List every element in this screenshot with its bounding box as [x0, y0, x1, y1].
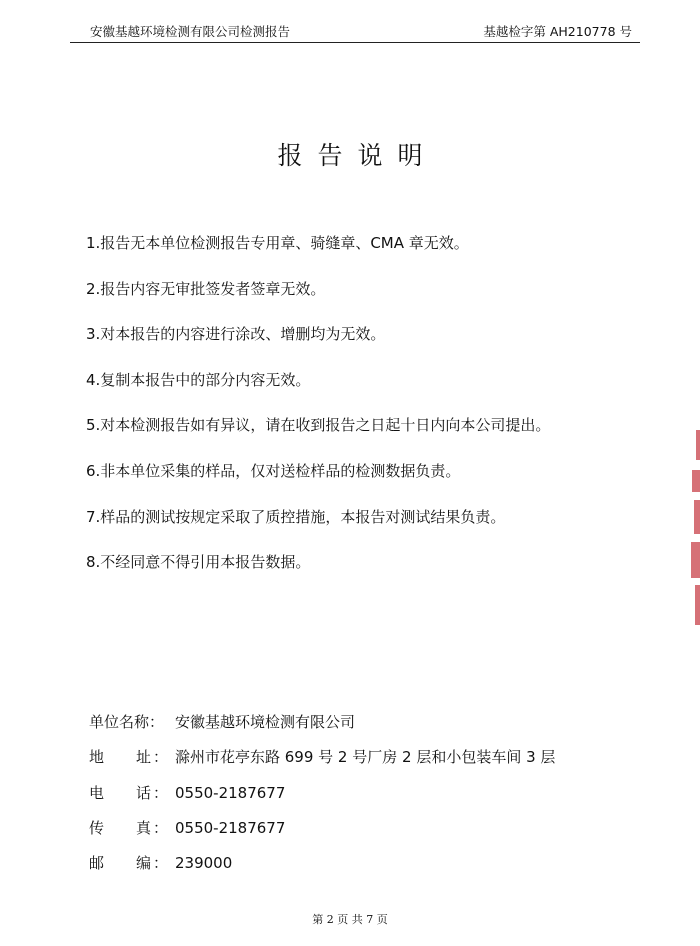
header-company: 安徽基越环境检测有限公司检测报告: [90, 24, 291, 39]
note-item: 4.复制本报告中的部分内容无效。: [86, 370, 311, 389]
fax-label-char: 真: [135, 818, 151, 837]
note-item: 7.样品的测试按规定采取了质控措施，本报告对测试结果负责。: [86, 507, 506, 526]
phone-label: [89, 783, 151, 803]
contact-row-postcode: [89, 853, 669, 888]
note-item: 5.对本检测报告如有异议，请在收到报告之日起十日内向本公司提出。: [86, 416, 551, 435]
address-label-char: 址: [135, 748, 151, 767]
fax-label: [89, 818, 151, 838]
note-item: 2.报告内容无审批签发者签章无效。: [86, 279, 326, 298]
contact-row-unit: [89, 712, 669, 747]
contact-row-address: [89, 747, 669, 782]
stamp-mark: [694, 500, 700, 534]
phone-value: 0550-2187677: [175, 783, 286, 802]
header-report-number: 基越检字第 AH210778 号: [483, 24, 632, 39]
fax-label-char: 传: [89, 818, 105, 837]
phone-label-char: 话: [135, 783, 151, 802]
phone-colon: ：: [153, 783, 169, 802]
postcode-label-char: 邮: [89, 854, 105, 873]
page-number: 第 2 页 共 7 页: [312, 913, 388, 926]
notes-list: [86, 233, 666, 598]
stamp-mark: [696, 430, 700, 460]
note-item: 3.对本报告的内容进行涂改、增删均为无效。: [86, 325, 386, 344]
fax-value: 0550-2187677: [175, 818, 286, 837]
stamp-mark: [695, 585, 700, 625]
address-value: 滁州市花亭东路 699 号 2 号厂房 2 层和小包装车间 3 层: [175, 748, 556, 767]
contact-row-phone: [89, 783, 669, 818]
address-label: [89, 747, 151, 767]
address-colon: ：: [153, 748, 169, 767]
note-item: 1.报告无本单位检测报告专用章、骑缝章、CMA 章无效。: [86, 234, 469, 252]
postcode-value: 239000: [175, 854, 233, 873]
fax-colon: ：: [153, 818, 169, 837]
postcode-label: [89, 853, 151, 873]
unit-label: 单位名称：: [89, 713, 165, 731]
unit-value: 安徽基越环境检测有限公司: [175, 713, 356, 731]
stamp-mark: [692, 470, 700, 492]
note-item: 6.非本单位采集的样品，仅对送检样品的检测数据负责。: [86, 461, 461, 480]
address-label-char: 地: [89, 748, 105, 767]
note-item: 8.不经同意不得引用本报告数据。: [86, 553, 311, 572]
contact-info: [89, 712, 669, 888]
stamp-mark: [691, 542, 700, 578]
postcode-label-char: 编: [135, 854, 151, 873]
page-header: [70, 22, 640, 43]
page-title: 报告说明: [277, 141, 438, 170]
phone-label-char: 电: [89, 783, 105, 802]
postcode-colon: ：: [153, 854, 169, 873]
contact-row-fax: [89, 818, 669, 853]
seam-stamp-edge: [686, 430, 700, 630]
